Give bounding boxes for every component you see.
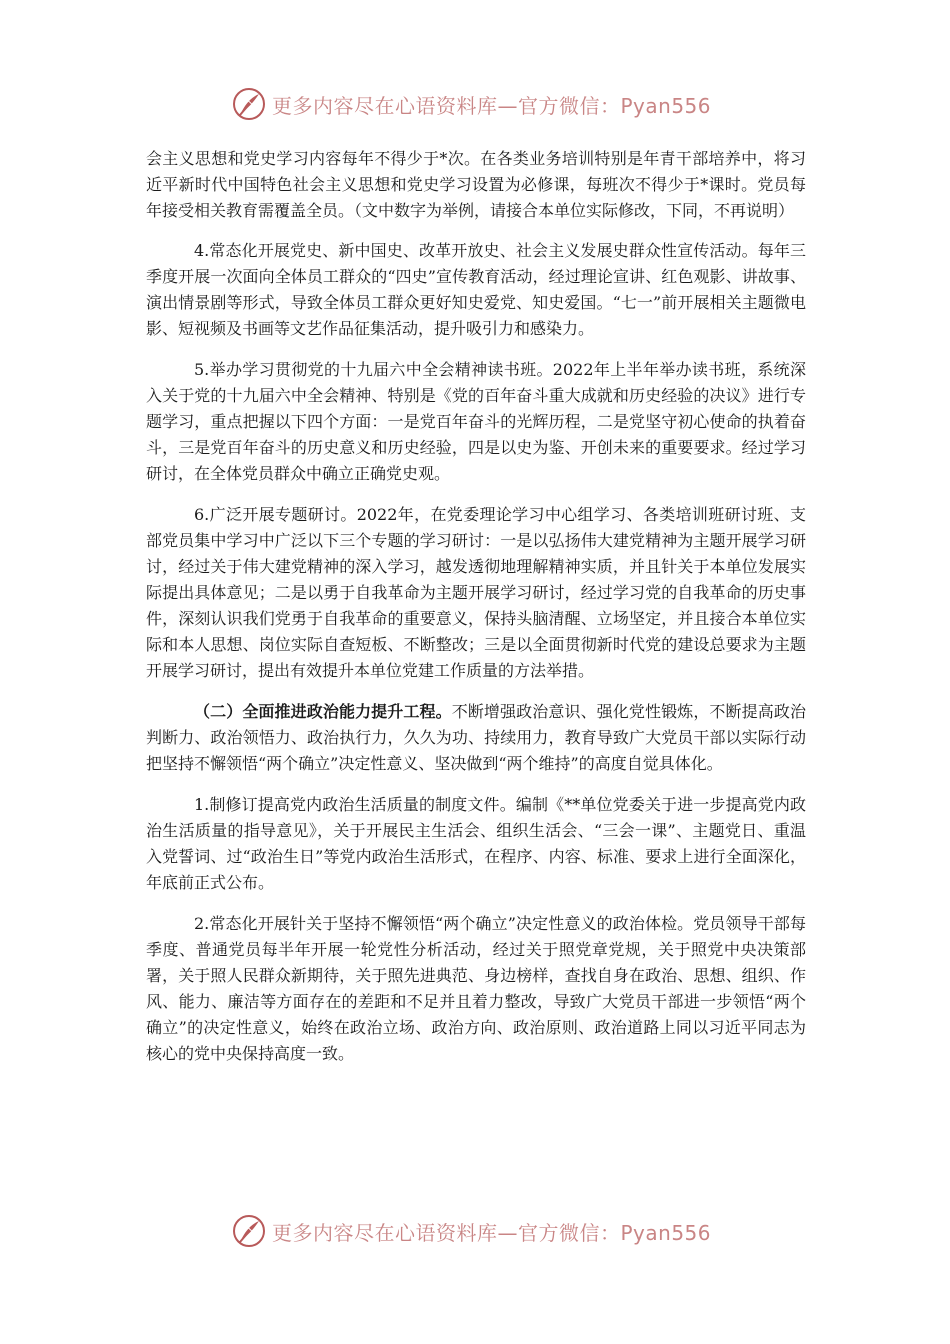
watermark-text: 更多内容尽在心语资料库—官方微信：Pyan556 — [272, 1220, 712, 1245]
paragraph-item-5: 5.举办学习贯彻党的十九届六中全会精神读书班。2022年上半年举办读书班，系统深入关于党的十九届六中全会精神、特别是《党的百年奋斗重大成就和历史经验的决议》进行专题学习，重点把握以下四个方面：一是党百年奋斗的光辉历程，二是党坚守初心使命的执着奋斗，三是党百年奋斗的历史意义和历史经验，四是以史为鉴、开创未来的重要要求。经过学习研讨，在全体党员群众中确立正确党史观。 — [146, 360, 806, 483]
paragraph-item-2: 2.常态化开展针关于坚持不懈领悟“两个确立”决定性意义的政治体检。党员领导干部每季度、普通党员每半年开展一轮党性分析活动，经过关于照党章党规，关于照党中央决策部署，关于照人民群众新期待，关于照先进典范、身边榜样，查找自身在政治、思想、组织、作风、能力、廉洁等方面存在的差距和不足并且着力整改，导致广大党员干部进一步领悟“两个确立”的决定性意义，始终在政治立场、政治方向、政治原则、政治道路上同以习近平同志为核心的党中央保持高度一致。 — [146, 914, 806, 1063]
section-heading-body: 不断增强政治意识、强化党性锻炼，不断提高政治判断力、政治领悟力、政治执行力，久久为功、持续用力，教育导致广大党员干部以实际行动把坚持不懈领悟“两个确立”决定性意义、坚决做到“两个维持”的高度自觉具体化。 — [146, 702, 806, 773]
feather-quill-logo-icon — [232, 1214, 266, 1248]
section-heading: （二）全面推进政治能力提升工程。 — [194, 702, 452, 721]
paragraph-item-4: 4.常态化开展党史、新中国史、改革开放史、社会主义发展史群众性宣传活动。每年三季度开展一次面向全体员工群众的“四史”宣传教育活动，经过理论宣讲、红色观影、讲故事、演出情景剧等形式，导致全体员工群众更好知史爱党、知史爱国。“七一”前开展相关主题微电影、短视频及书画等文艺作品征集活动，提升吸引力和感染力。 — [146, 241, 806, 338]
paragraph-item-1: 1.制修订提高党内政治生活质量的制度文件。编制《**单位党委关于进一步提高党内政治生活质量的指导意见》，关于开展民主生活会、组织生活会、“三会一课”、主题党日、重温入党誓词、过“政治生日”等党内政治生活形式，在程序、内容、标准、要求上进行全面深化，年底前正式公布。 — [146, 795, 806, 892]
feather-quill-logo-icon — [232, 87, 266, 121]
section-heading-paragraph — [146, 699, 806, 777]
paragraph-continuation: 会主义思想和党史学习内容每年不得少于*次。在各类业务培训特别是年青干部培养中，将习近平新时代中国特色社会主义思想和党史学习设置为必修课，每班次不得少于*课时。党员每年接受相关教育需覆盖全员。（文中数字为举例，请接合本单位实际修改，下同，不再说明） — [146, 149, 806, 220]
document-body — [146, 146, 806, 1082]
watermark-text: 更多内容尽在心语资料库—官方微信：Pyan556 — [272, 93, 712, 118]
watermark-header — [232, 84, 711, 124]
watermark-footer — [232, 1211, 711, 1251]
paragraph-item-6: 6.广泛开展专题研讨。2022年，在党委理论学习中心组学习、各类培训班研讨班、支部党员集中学习中广泛以下三个专题的学习研讨：一是以弘扬伟大建党精神为主题开展学习研讨，经过关于伟大建党精神的深入学习，越发透彻地理解精神实质，并且针关于本单位发展实际提出具体意见；二是以勇于自我革命为主题开展学习研讨，经过学习党的自我革命的历史事件，深刻认识我们党勇于自我革命的重要意义，保持头脑清醒、立场坚定，并且接合本单位实际和本人思想、岗位实际自查短板、不断整改；三是以全面贯彻新时代党的建设总要求为主题开展学习研讨，提出有效提升本单位党建工作质量的方法举措。 — [146, 505, 806, 680]
